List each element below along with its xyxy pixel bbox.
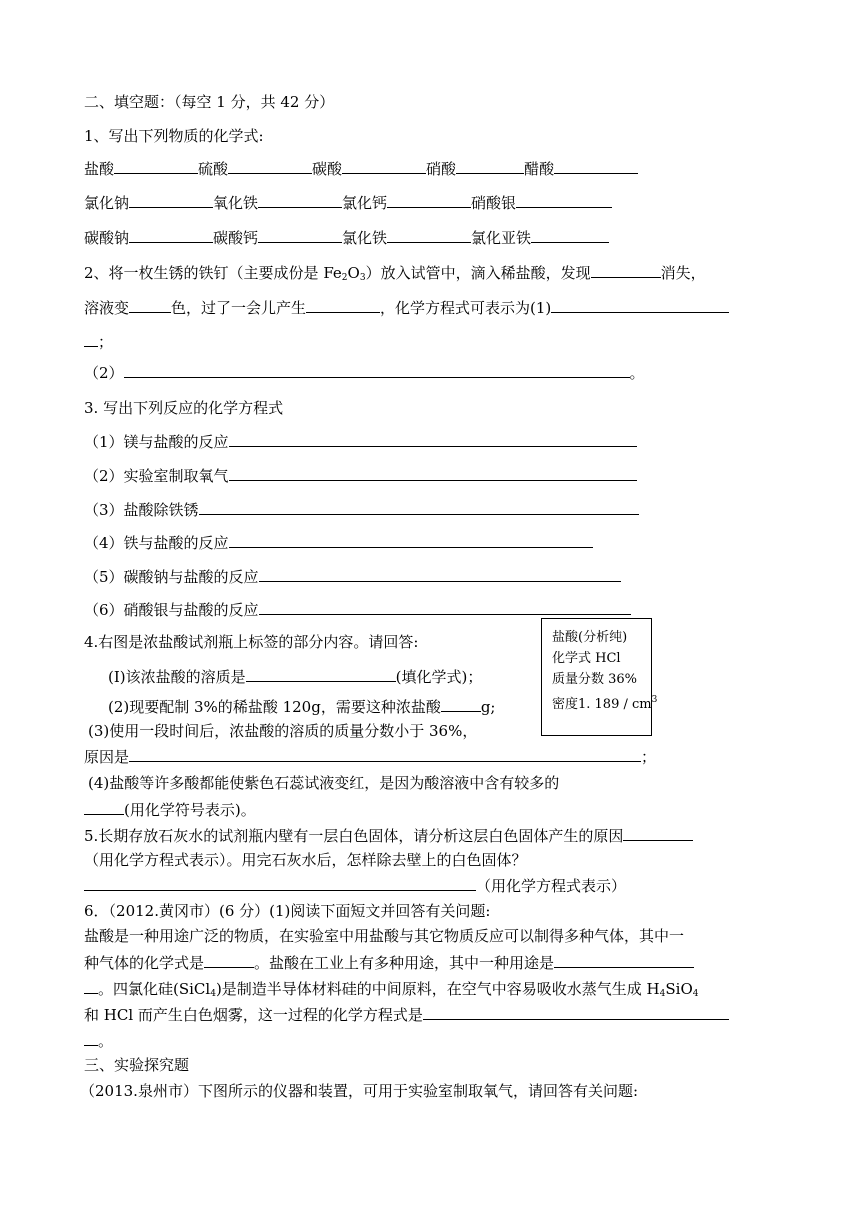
q2-subscript: 2	[341, 273, 348, 283]
q4-blank[interactable]	[246, 666, 396, 682]
q3-item-label: （3）盐酸除铁锈	[84, 501, 199, 519]
q2-text: 消失，	[660, 264, 706, 282]
q6-line4	[84, 978, 699, 1004]
q2-text: ；	[98, 333, 114, 351]
q1-row2	[84, 192, 612, 213]
q4-part2	[108, 696, 495, 717]
q5-text: 5.长期存放石灰水的试剂瓶内壁有一层白色固体，请分析这层白色固体产生的原因	[84, 827, 624, 845]
q2-blank[interactable]	[129, 297, 171, 313]
q5-line1	[84, 825, 693, 846]
q6-text: 。四氯化硅(SiCl	[98, 980, 211, 998]
reagent-label-fraction: 质量分数 36%	[552, 672, 638, 687]
q4-text: (2)现要配制 3%的稀盐酸 120g，需要这种浓盐酸	[108, 698, 441, 716]
q6-line2: 盐酸是一种用途广泛的物质，在实验室中用盐酸与其它物质反应可以制得多种气体，其中一	[84, 927, 685, 945]
q6-line6	[84, 1030, 113, 1051]
q4-blank[interactable]	[441, 696, 481, 712]
q2-blank[interactable]	[591, 262, 661, 278]
q2-subscript: 3	[359, 273, 366, 283]
section3-heading: 三、实验探究题	[84, 1056, 190, 1074]
reagent-label-density-text: 密度1. 189 / cm	[552, 697, 652, 712]
q1-answer-blank[interactable]	[531, 227, 609, 243]
q5-equation-blank[interactable]	[84, 875, 476, 891]
q3-equation-blank[interactable]	[229, 465, 637, 481]
q3-equation-blank[interactable]	[229, 431, 637, 447]
q4-part1	[108, 666, 482, 687]
q6-text: SiO	[665, 980, 693, 998]
reagent-label	[541, 618, 658, 736]
section2-heading: 二、填空题：（每空 1 分，共 42 分）	[84, 93, 335, 111]
q1-answer-blank[interactable]	[129, 192, 213, 208]
q5-line2: （用化学方程式表示）。用完石灰水后，怎样除去壁上的白色固体？	[84, 851, 527, 869]
q1-title: 1、写出下列物质的化学式:	[84, 127, 264, 145]
reagent-label-name: 盐酸(分析纯)	[552, 630, 628, 645]
reagent-label-superscript: 3	[651, 695, 658, 705]
q3-item-label: （6）硝酸银与盐酸的反应	[84, 601, 259, 619]
q2-blank[interactable]	[84, 331, 98, 347]
q6-subscript: 4	[692, 989, 699, 999]
q3-equation-blank[interactable]	[259, 566, 621, 582]
q1-item-label: 氯化钠	[84, 194, 130, 212]
q2-text: 2、将一枚生锈的铁钉（主要成份是 Fe	[84, 264, 342, 282]
q1-answer-blank[interactable]	[258, 192, 342, 208]
q1-answer-blank[interactable]	[554, 158, 638, 174]
q6-subscript: 4	[659, 989, 666, 999]
q4-part4-answer	[84, 799, 256, 820]
q3-item-label: （1）镁与盐酸的反应	[84, 433, 229, 451]
q2-text: 。	[629, 364, 645, 382]
q6-text: 。盐酸在工业上有多种用途，其中一种用途是	[254, 954, 555, 972]
q4-text: (用化学符号表示)。	[124, 801, 256, 819]
q4-part4: (4)盐酸等许多酸都能使紫色石蕊试液变红，是因为酸溶液中含有较多的	[88, 774, 560, 792]
q2-text: 溶液变	[84, 299, 130, 317]
q2-text: （2）	[84, 364, 124, 382]
q6-text: 和 HCl 而产生白色烟雾，这一过程的化学方程式是	[84, 1006, 423, 1024]
q1-answer-blank[interactable]	[516, 192, 612, 208]
q1-item-label: 硫酸	[198, 160, 229, 178]
q6-blank[interactable]	[204, 952, 254, 968]
q3-item-label: （4）铁与盐酸的反应	[84, 534, 229, 552]
q4-part3-reason	[84, 746, 656, 767]
q2-text: O	[347, 264, 360, 282]
q1-answer-blank[interactable]	[258, 227, 342, 243]
q6-blank[interactable]	[554, 952, 694, 968]
q1-item-label: 氯化钙	[342, 194, 388, 212]
q3-item	[84, 499, 639, 520]
q1-answer-blank[interactable]	[228, 158, 312, 174]
q1-answer-blank[interactable]	[387, 227, 471, 243]
q6-equation-blank[interactable]	[423, 1004, 729, 1020]
q3-title: 3. 写出下列反应的化学方程式	[84, 399, 284, 417]
q5-text: （用化学方程式表示）	[476, 877, 627, 895]
q4-text: (I)该浓盐酸的溶质是	[108, 668, 246, 686]
q1-item-label: 碳酸钠	[84, 229, 130, 247]
q1-answer-blank[interactable]	[129, 227, 213, 243]
q1-item-label: 醋酸	[524, 160, 555, 178]
q6-subscript: 4	[210, 989, 216, 999]
q6-text: )是制造半导体材料硅的中间原料，在空气中容易吸收水蒸气生成 H	[215, 980, 660, 998]
q2-line2	[84, 297, 729, 318]
q1-row1	[84, 158, 638, 179]
q4-blank[interactable]	[129, 746, 641, 762]
q2-line4	[84, 362, 645, 383]
q5-line3	[84, 875, 626, 896]
q1-item-label: 氧化铁	[213, 194, 259, 212]
q2-line1	[84, 262, 706, 288]
q2-text: 色，过了一会儿产生	[171, 299, 307, 317]
q6-blank[interactable]	[84, 978, 98, 994]
q4-text: 原因是	[84, 748, 130, 766]
q2-equation-blank[interactable]	[551, 297, 729, 313]
q3-item-label: （5）碳酸钠与盐酸的反应	[84, 568, 259, 586]
q1-item-label: 硝酸	[426, 160, 457, 178]
q1-answer-blank[interactable]	[114, 158, 198, 174]
reagent-label-density	[552, 690, 658, 715]
q1-answer-blank[interactable]	[456, 158, 524, 174]
q2-text: ）放入试管中，滴入稀盐酸，发现	[365, 264, 591, 282]
q2-equation-blank[interactable]	[124, 362, 630, 378]
reagent-label-formula: 化学式 HCl	[552, 651, 621, 666]
q3-item	[84, 532, 593, 553]
q1-answer-blank[interactable]	[342, 158, 426, 174]
q3-item	[84, 431, 637, 452]
q4-blank[interactable]	[84, 799, 124, 815]
q1-answer-blank[interactable]	[387, 192, 471, 208]
q1-item-label: 盐酸	[84, 160, 115, 178]
q3-item	[84, 599, 631, 620]
q2-text: ，化学方程式可表示为(1)	[380, 299, 552, 317]
q1-item-label: 硝酸银	[471, 194, 517, 212]
q3-item	[84, 465, 637, 486]
q1-item-label: 氯化铁	[342, 229, 388, 247]
q1-item-label: 碳酸	[312, 160, 343, 178]
q3-equation-blank[interactable]	[229, 532, 593, 548]
q3-item	[84, 566, 621, 587]
q6-line5	[84, 1004, 729, 1025]
q6-line1: 6．（2012.黄冈市）(6 分）(1)阅读下面短文并回答有关问题:	[84, 902, 491, 920]
section3-intro: （2013.泉州市）下图所示的仪器和装置，可用于实验室制取氧气，请回答有关问题:	[80, 1082, 638, 1100]
q1-row3	[84, 227, 609, 248]
q4-title: 4.右图是浓盐酸试剂瓶上标签的部分内容。请回答:	[84, 633, 419, 651]
q3-item-label: （2）实验室制取氧气	[84, 467, 229, 485]
q6-blank[interactable]	[84, 1030, 98, 1046]
q4-text: ；	[641, 748, 657, 766]
q3-equation-blank[interactable]	[259, 599, 631, 615]
q1-item-label: 碳酸钙	[213, 229, 259, 247]
q4-part3: (3)使用一段时间后，浓盐酸的溶质的质量分数小于 36%，	[88, 722, 478, 740]
q1-item-label: 氯化亚铁	[471, 229, 532, 247]
q6-text: 种气体的化学式是	[84, 954, 205, 972]
q3-equation-blank[interactable]	[199, 499, 639, 515]
q6-text: 。	[98, 1032, 114, 1050]
q4-text: g;	[480, 698, 496, 716]
q2-line3	[84, 331, 113, 352]
q4-text: (填化学式)；	[395, 668, 483, 686]
q6-line3	[84, 952, 694, 973]
q2-blank[interactable]	[306, 297, 380, 313]
q5-blank[interactable]	[623, 825, 693, 841]
